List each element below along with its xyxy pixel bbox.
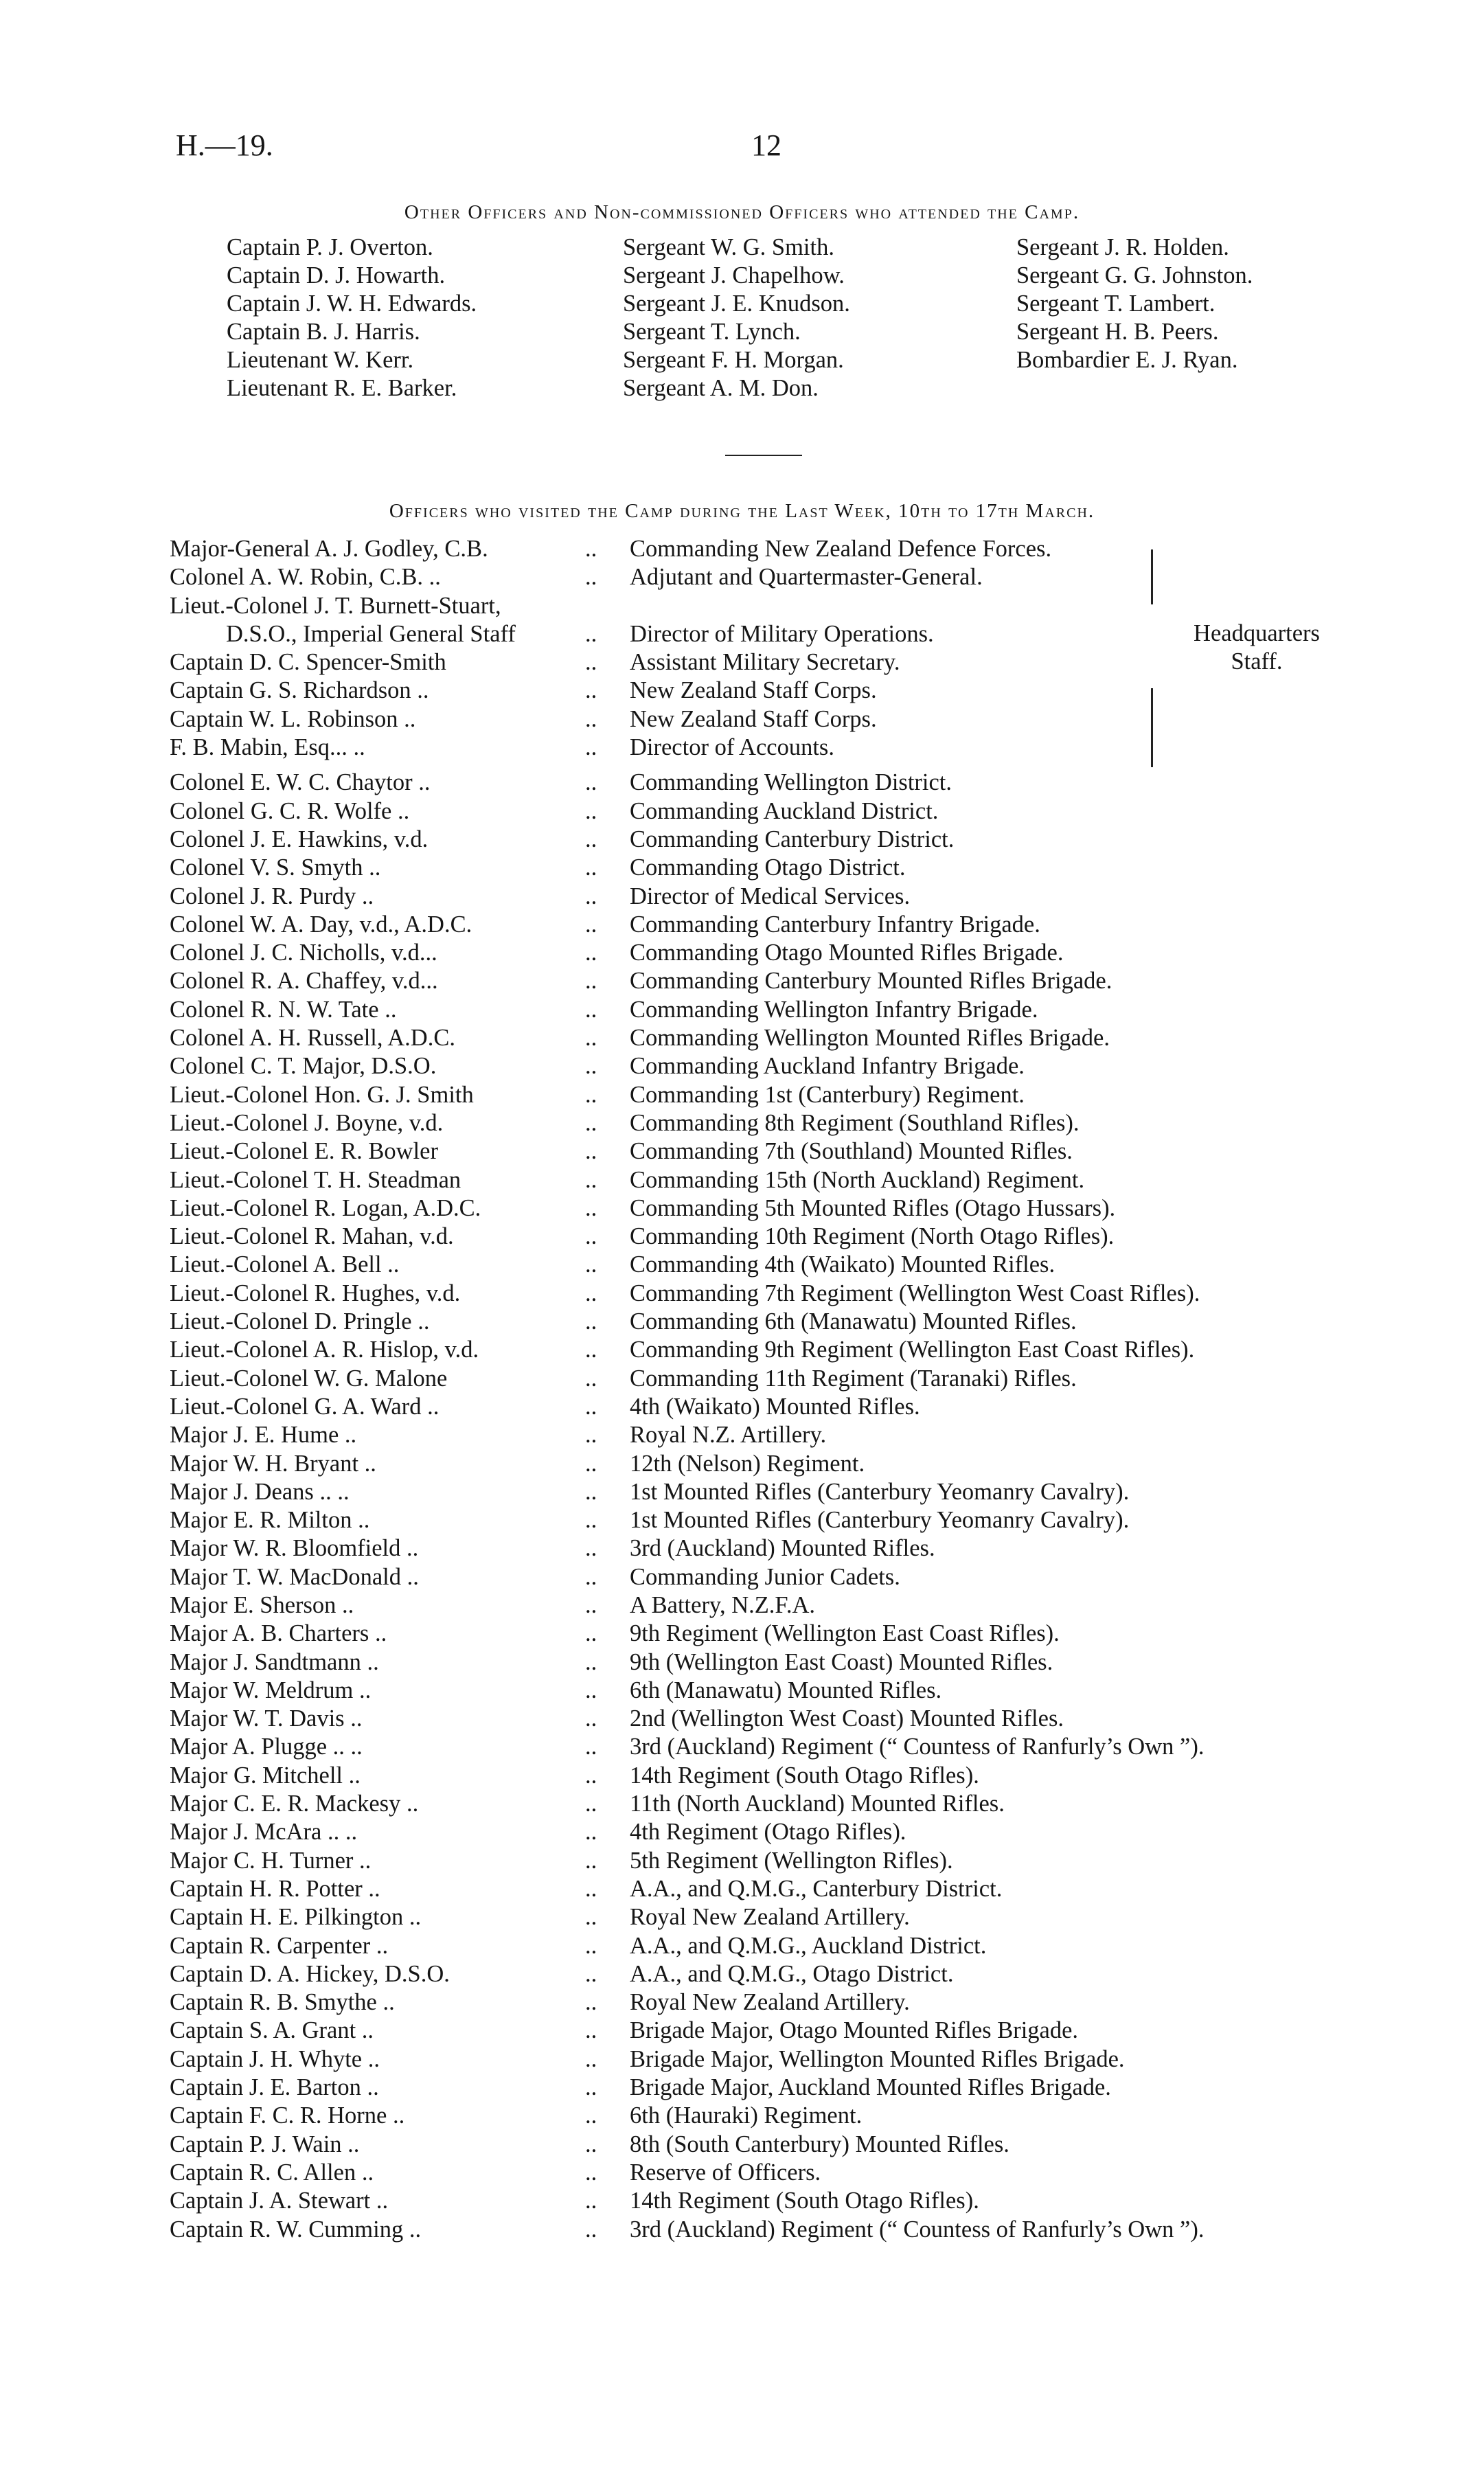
leader-dots: .. bbox=[585, 769, 597, 796]
officer-row bbox=[170, 593, 1351, 621]
officer-appointment: A.A., and Q.M.G., Canterbury District. bbox=[630, 1875, 1003, 1902]
leader-dots: .. bbox=[585, 1450, 597, 1477]
officer-row bbox=[170, 883, 1351, 911]
leader-dots: .. bbox=[585, 1337, 597, 1363]
officer-row bbox=[170, 798, 1351, 826]
officer-name: Major E. Sherson .. bbox=[170, 1591, 354, 1618]
officer-appointment: Commanding 5th Mounted Rifles (Otago Hussars). bbox=[630, 1194, 1116, 1221]
officer-name: Lieut.-Colonel D. Pringle .. bbox=[170, 1308, 430, 1335]
camp-attendee: Sergeant T. Lambert. bbox=[1016, 291, 1215, 317]
officer-appointment: Commanding 15th (North Auckland) Regiment. bbox=[630, 1166, 1085, 1193]
officer-appointment: 4th (Waikato) Mounted Rifles. bbox=[630, 1393, 920, 1420]
officer-row bbox=[170, 2046, 1351, 2074]
leader-dots: .. bbox=[585, 1705, 597, 1732]
officer-row bbox=[170, 2159, 1351, 2188]
officer-name: Major W. R. Bloomfield .. bbox=[170, 1535, 419, 1562]
officer-row bbox=[170, 1705, 1351, 1734]
leader-dots: .. bbox=[585, 1960, 597, 1987]
officer-name: Colonel A. H. Russell, A.D.C. bbox=[170, 1025, 455, 1052]
officer-appointment: Commanding 1st (Canterbury) Regiment. bbox=[630, 1081, 1025, 1108]
leader-dots: .. bbox=[585, 1734, 597, 1760]
officer-row bbox=[170, 1791, 1351, 1819]
headquarters-staff-group bbox=[170, 536, 1351, 762]
officer-row bbox=[170, 1620, 1351, 1648]
officer-row bbox=[170, 1677, 1351, 1705]
officer-row bbox=[170, 1819, 1351, 1847]
visit-section-title: Officers who visited the Camp during the Last Week, 10th to 17th March. bbox=[389, 500, 1095, 522]
leader-dots: .. bbox=[585, 1648, 597, 1675]
officer-appointment: Director of Military Operations. bbox=[630, 620, 934, 647]
camp-attendee: Sergeant F. H. Morgan. bbox=[623, 347, 844, 373]
officer-row bbox=[170, 769, 1351, 797]
officer-row bbox=[170, 1422, 1351, 1450]
officer-row bbox=[170, 1451, 1351, 1479]
officer-appointment: New Zealand Staff Corps. bbox=[630, 705, 877, 732]
leader-dots: .. bbox=[585, 649, 597, 676]
officer-name: Captain P. J. Wain .. bbox=[170, 2131, 360, 2157]
leader-dots: .. bbox=[585, 940, 597, 966]
officer-row bbox=[170, 1592, 1351, 1620]
leader-dots: .. bbox=[585, 2074, 597, 2101]
officer-appointment: Royal New Zealand Artillery. bbox=[630, 1989, 910, 2016]
officer-appointment: Adjutant and Quartermaster-General. bbox=[630, 564, 983, 591]
leader-dots: .. bbox=[585, 1109, 597, 1136]
officer-row bbox=[170, 1110, 1351, 1138]
leader-dots: .. bbox=[585, 1280, 597, 1306]
leader-dots: .. bbox=[585, 2188, 597, 2214]
officer-row bbox=[170, 1989, 1351, 2017]
officer-name: Captain G. S. Richardson .. bbox=[170, 677, 429, 704]
leader-dots: .. bbox=[585, 1847, 597, 1874]
officer-name: Captain D. C. Spencer-Smith bbox=[170, 649, 446, 676]
camp-attendee: Captain D. J. Howarth. bbox=[227, 262, 446, 288]
camp-attendee: Sergeant J. E. Knudson. bbox=[623, 291, 850, 317]
officer-row bbox=[170, 1337, 1351, 1365]
leader-dots: .. bbox=[585, 968, 597, 995]
headquarters-staff-label: Headquarters Staff. bbox=[1194, 620, 1320, 674]
officer-name: Major W. H. Bryant .. bbox=[170, 1450, 376, 1477]
officer-appointment: Commanding Otago Mounted Rifles Brigade. bbox=[630, 940, 1064, 966]
officer-name: Captain D. A. Hickey, D.S.O. bbox=[170, 1960, 450, 1987]
officer-name: Major A. Plugge .. .. bbox=[170, 1734, 363, 1760]
leader-dots: .. bbox=[585, 1591, 597, 1618]
officer-name: Captain F. C. R. Horne .. bbox=[170, 2102, 405, 2129]
officer-name: Colonel C. T. Major, D.S.O. bbox=[170, 1053, 437, 1080]
officer-appointment: Commanding 9th Regiment (Wellington East Coast Rifles). bbox=[630, 1337, 1195, 1363]
camp-attendee: Captain P. J. Overton. bbox=[227, 234, 433, 260]
officer-row bbox=[170, 1138, 1351, 1166]
officer-name: Major G. Mitchell .. bbox=[170, 1762, 361, 1789]
leader-dots: .. bbox=[585, 1535, 597, 1562]
officer-appointment: Royal New Zealand Artillery. bbox=[630, 1904, 910, 1931]
officer-name: Captain H. E. Pilkington .. bbox=[170, 1904, 422, 1931]
officer-row bbox=[170, 1762, 1351, 1791]
officer-name: Lieut.-Colonel A. Bell .. bbox=[170, 1251, 400, 1278]
officer-name: Lieut.-Colonel R. Hughes, v.d. bbox=[170, 1280, 461, 1306]
officer-row bbox=[170, 1876, 1351, 1904]
officer-row bbox=[170, 1025, 1351, 1053]
officer-appointment: Brigade Major, Wellington Mounted Rifles Brigade. bbox=[630, 2045, 1125, 2072]
officer-row bbox=[170, 1195, 1351, 1223]
leader-dots: .. bbox=[585, 1308, 597, 1335]
document-reference: H.—19. bbox=[176, 128, 273, 162]
leader-dots: .. bbox=[585, 1422, 597, 1449]
officer-name: Major E. R. Milton .. bbox=[170, 1507, 370, 1534]
officer-name: Colonel A. W. Robin, C.B. .. bbox=[170, 564, 441, 591]
officer-row bbox=[170, 1933, 1351, 1961]
officer-appointment: 6th (Hauraki) Regiment. bbox=[630, 2102, 863, 2129]
officer-name: Lieut.-Colonel A. R. Hislop, v.d. bbox=[170, 1337, 479, 1363]
officer-row bbox=[170, 564, 1351, 592]
officer-row bbox=[170, 1053, 1351, 1081]
leader-dots: .. bbox=[585, 1081, 597, 1108]
officer-appointment: 8th (South Canterbury) Mounted Rifles. bbox=[630, 2131, 1009, 2157]
officer-row bbox=[170, 1251, 1351, 1280]
leader-dots: .. bbox=[585, 1053, 597, 1080]
officer-appointment: Commanding Wellington Infantry Brigade. bbox=[630, 996, 1038, 1023]
officer-name: Lieut.-Colonel Hon. G. J. Smith bbox=[170, 1081, 474, 1108]
officer-appointment: Commanding 10th Regiment (North Otago Rifles). bbox=[630, 1223, 1115, 1250]
officer-name: Lieut.-Colonel J. T. Burnett-Stuart, bbox=[170, 592, 501, 619]
leader-dots: .. bbox=[585, 854, 597, 881]
leader-dots: .. bbox=[585, 797, 597, 824]
officer-appointment: Royal N.Z. Artillery. bbox=[630, 1422, 827, 1449]
officer-appointment: Commanding Wellington District. bbox=[630, 769, 952, 796]
officer-row bbox=[170, 1082, 1351, 1110]
officer-row bbox=[170, 854, 1351, 883]
officer-appointment: Commanding 7th Regiment (Wellington West Coast Rifles). bbox=[630, 1280, 1200, 1306]
officer-appointment: Brigade Major, Otago Mounted Rifles Brigade. bbox=[630, 2017, 1079, 2044]
officer-row bbox=[170, 1507, 1351, 1535]
leader-dots: .. bbox=[585, 1791, 597, 1817]
leader-dots: .. bbox=[585, 1875, 597, 1902]
officer-appointment: Assistant Military Secretary. bbox=[630, 649, 900, 676]
officer-row bbox=[170, 997, 1351, 1025]
officer-name: Colonel G. C. R. Wolfe .. bbox=[170, 797, 410, 824]
officer-name: Colonel J. C. Nicholls, v.d... bbox=[170, 940, 437, 966]
officer-appointment: 3rd (Auckland) Regiment (“ Countess of Ranfurly’s Own ”). bbox=[630, 1734, 1205, 1760]
officer-appointment: A Battery, N.Z.F.A. bbox=[630, 1591, 816, 1618]
camp-attendee: Sergeant G. G. Johnston. bbox=[1016, 262, 1253, 288]
officer-name: Colonel E. W. C. Chaytor .. bbox=[170, 769, 431, 796]
officer-row bbox=[170, 1223, 1351, 1251]
officer-appointment: Commanding Junior Cadets. bbox=[630, 1563, 900, 1590]
officer-appointment: Commanding Canterbury Infantry Brigade. bbox=[630, 911, 1040, 938]
leader-dots: .. bbox=[585, 1138, 597, 1165]
officer-appointment: 14th Regiment (South Otago Rifles). bbox=[630, 2188, 979, 2214]
officer-row bbox=[170, 826, 1351, 854]
officer-appointment: 11th (North Auckland) Mounted Rifles. bbox=[630, 1791, 1005, 1817]
officer-name: Major C. H. Turner .. bbox=[170, 1847, 372, 1874]
officer-name: Lieut.-Colonel G. A. Ward .. bbox=[170, 1393, 440, 1420]
officer-appointment: 6th (Manawatu) Mounted Rifles. bbox=[630, 1677, 942, 1703]
officer-name: Lieut.-Colonel W. G. Malone bbox=[170, 1365, 448, 1392]
camp-attendee: Captain J. W. H. Edwards. bbox=[227, 291, 477, 317]
officer-appointment: Commanding 4th (Waikato) Mounted Rifles. bbox=[630, 1251, 1055, 1278]
officer-name: Colonel J. R. Purdy .. bbox=[170, 883, 374, 909]
leader-dots: .. bbox=[585, 1251, 597, 1278]
officer-appointment: 3rd (Auckland) Regiment (“ Countess of Ranfurly’s Own ”). bbox=[630, 2216, 1205, 2243]
camp-attendee: Sergeant W. G. Smith. bbox=[623, 234, 834, 260]
leader-dots: .. bbox=[585, 2216, 597, 2243]
visiting-officers-list bbox=[170, 536, 1351, 2245]
camp-attendee: Lieutenant W. Kerr. bbox=[227, 347, 414, 373]
officer-name: Captain R. Carpenter .. bbox=[170, 1932, 389, 1959]
officer-appointment: Commanding Wellington Mounted Rifles Brigade. bbox=[630, 1025, 1110, 1052]
officer-row bbox=[170, 1167, 1351, 1195]
officer-name: Lieut.-Colonel R. Logan, A.D.C. bbox=[170, 1194, 481, 1221]
camp-sergeants-column-2 bbox=[1016, 234, 1253, 374]
leader-dots: .. bbox=[585, 734, 597, 761]
leader-dots: .. bbox=[585, 883, 597, 909]
officer-name: Captain R. C. Allen .. bbox=[170, 2159, 374, 2186]
officer-appointment: Commanding Otago District. bbox=[630, 854, 906, 881]
officer-appointment: Commanding 7th (Southland) Mounted Rifles. bbox=[630, 1138, 1073, 1165]
officer-appointment: 9th (Wellington East Coast) Mounted Rifles. bbox=[630, 1648, 1053, 1675]
officer-row bbox=[170, 940, 1351, 968]
officer-appointment: A.A., and Q.M.G., Auckland District. bbox=[630, 1932, 987, 1959]
officer-row bbox=[170, 2017, 1351, 2045]
officer-name: Captain H. R. Potter .. bbox=[170, 1875, 380, 1902]
camp-attendee: Bombardier E. J. Ryan. bbox=[1016, 347, 1238, 373]
officer-appointment: Commanding New Zealand Defence Forces. bbox=[630, 536, 1052, 562]
officer-row bbox=[170, 1280, 1351, 1308]
camp-attendee: Sergeant J. Chapelhow. bbox=[623, 262, 845, 288]
officer-row bbox=[170, 677, 1351, 705]
leader-dots: .. bbox=[585, 911, 597, 938]
officer-name: Major J. Sandtmann .. bbox=[170, 1648, 379, 1675]
officer-row bbox=[170, 1734, 1351, 1762]
leader-dots: .. bbox=[585, 1393, 597, 1420]
leader-dots: .. bbox=[585, 1365, 597, 1392]
officer-row bbox=[170, 1535, 1351, 1563]
leader-dots: .. bbox=[585, 1507, 597, 1534]
officer-row bbox=[170, 649, 1351, 677]
page-number: 12 bbox=[751, 128, 781, 162]
officer-name: Captain J. A. Stewart .. bbox=[170, 2188, 389, 2214]
officer-name: Colonel V. S. Smyth .. bbox=[170, 854, 381, 881]
camp-officers-column bbox=[227, 234, 477, 402]
leader-dots: .. bbox=[585, 1025, 597, 1052]
leader-dots: .. bbox=[585, 2131, 597, 2157]
officer-row bbox=[170, 1848, 1351, 1876]
officer-row bbox=[170, 2188, 1351, 2216]
district-officers-group bbox=[170, 769, 1351, 2244]
camp-attendee: Sergeant H. B. Peers. bbox=[1016, 319, 1219, 345]
leader-dots: .. bbox=[585, 620, 597, 647]
officer-row bbox=[170, 706, 1351, 734]
camp-attendee: Captain B. J. Harris. bbox=[227, 319, 420, 345]
officer-name: Colonel W. A. Day, v.d., A.D.C. bbox=[170, 911, 472, 938]
leader-dots: .. bbox=[585, 705, 597, 732]
officer-name: Major J. Deans .. .. bbox=[170, 1478, 350, 1505]
officer-name: Colonel R. A. Chaffey, v.d... bbox=[170, 968, 438, 995]
officer-appointment: 1st Mounted Rifles (Canterbury Yeomanry Cavalry). bbox=[630, 1507, 1130, 1534]
leader-dots: .. bbox=[585, 2045, 597, 2072]
officer-row bbox=[170, 2131, 1351, 2159]
officer-row bbox=[170, 536, 1351, 564]
officer-appointment: Commanding Canterbury District. bbox=[630, 826, 955, 852]
officer-row bbox=[170, 1564, 1351, 1592]
officer-appointment: Reserve of Officers. bbox=[630, 2159, 821, 2186]
camp-section-title: Other Officers and Non-commissioned Officers who attended the Camp. bbox=[404, 201, 1080, 223]
officer-row bbox=[170, 1365, 1351, 1394]
officer-row bbox=[170, 1961, 1351, 1989]
officer-appointment: Director of Accounts. bbox=[630, 734, 834, 761]
leader-dots: .. bbox=[585, 1194, 597, 1221]
officer-appointment: Brigade Major, Auckland Mounted Rifles Brigade. bbox=[630, 2074, 1111, 2101]
officer-name: Lieut.-Colonel R. Mahan, v.d. bbox=[170, 1223, 454, 1250]
officer-name: Colonel R. N. W. Tate .. bbox=[170, 996, 397, 1023]
camp-attendee: Sergeant A. M. Don. bbox=[623, 375, 819, 401]
officer-row bbox=[170, 911, 1351, 940]
leader-dots: .. bbox=[585, 1989, 597, 2016]
officer-name: Major C. E. R. Mackesy .. bbox=[170, 1791, 419, 1817]
leader-dots: .. bbox=[585, 826, 597, 852]
leader-dots: .. bbox=[585, 1932, 597, 1959]
officer-name: Captain R. W. Cumming .. bbox=[170, 2216, 422, 2243]
officer-name: Lieut.-Colonel E. R. Bowler bbox=[170, 1138, 438, 1165]
officer-name: Captain S. A. Grant .. bbox=[170, 2017, 374, 2044]
officer-name: Captain J. H. Whyte .. bbox=[170, 2045, 380, 2072]
leader-dots: .. bbox=[585, 1620, 597, 1647]
officer-row bbox=[170, 2074, 1351, 2102]
officer-name: Major A. B. Charters .. bbox=[170, 1620, 387, 1647]
officer-name: Major W. T. Davis .. bbox=[170, 1705, 363, 1732]
officer-appointment: 5th Regiment (Wellington Rifles). bbox=[630, 1847, 953, 1874]
officer-name: F. B. Mabin, Esq... .. bbox=[170, 734, 365, 761]
officer-appointment: Commanding Auckland District. bbox=[630, 797, 939, 824]
leader-dots: .. bbox=[585, 2102, 597, 2129]
officer-row bbox=[170, 1904, 1351, 1932]
officer-appointment: Director of Medical Services. bbox=[630, 883, 911, 909]
officer-appointment: 3rd (Auckland) Mounted Rifles. bbox=[630, 1535, 935, 1562]
leader-dots: .. bbox=[585, 1478, 597, 1505]
officer-name: Major J. E. Hume .. bbox=[170, 1422, 357, 1449]
leader-dots: .. bbox=[585, 1762, 597, 1789]
officer-row bbox=[170, 1649, 1351, 1677]
officer-appointment: Commanding 8th Regiment (Southland Rifles). bbox=[630, 1109, 1080, 1136]
section-divider bbox=[725, 455, 802, 456]
officer-row bbox=[170, 1394, 1351, 1422]
officer-appointment: A.A., and Q.M.G., Otago District. bbox=[630, 1960, 954, 1987]
officer-name: Captain J. E. Barton .. bbox=[170, 2074, 379, 2101]
officer-name: D.S.O., Imperial General Staff bbox=[226, 620, 516, 647]
leader-dots: .. bbox=[585, 564, 597, 591]
camp-attendee: Lieutenant R. E. Barker. bbox=[227, 375, 457, 401]
officer-appointment: 9th Regiment (Wellington East Coast Rifles). bbox=[630, 1620, 1060, 1647]
officer-appointment: 12th (Nelson) Regiment. bbox=[630, 1450, 865, 1477]
officer-name: Colonel J. E. Hawkins, v.d. bbox=[170, 826, 429, 852]
camp-attendee: Sergeant J. R. Holden. bbox=[1016, 234, 1229, 260]
officer-row bbox=[170, 968, 1351, 996]
leader-dots: .. bbox=[585, 1166, 597, 1193]
leader-dots: .. bbox=[585, 1819, 597, 1846]
leader-dots: .. bbox=[585, 996, 597, 1023]
officer-appointment: 1st Mounted Rifles (Canterbury Yeomanry Cavalry). bbox=[630, 1478, 1130, 1505]
leader-dots: .. bbox=[585, 677, 597, 704]
officer-name: Lieut.-Colonel T. H. Steadman bbox=[170, 1166, 461, 1193]
officer-row bbox=[170, 621, 1351, 649]
officer-name: Major W. Meldrum .. bbox=[170, 1677, 372, 1703]
officer-appointment: Commanding Auckland Infantry Brigade. bbox=[630, 1053, 1025, 1080]
officer-name: Lieut.-Colonel J. Boyne, v.d. bbox=[170, 1109, 444, 1136]
officer-row bbox=[170, 1308, 1351, 1337]
camp-attendee: Sergeant T. Lynch. bbox=[623, 319, 801, 345]
officer-appointment: 2nd (Wellington West Coast) Mounted Rifles. bbox=[630, 1705, 1064, 1732]
camp-sergeants-column bbox=[623, 234, 850, 402]
officer-appointment: 4th Regiment (Otago Rifles). bbox=[630, 1819, 906, 1846]
officer-appointment: Commanding Canterbury Mounted Rifles Brigade. bbox=[630, 968, 1112, 995]
leader-dots: .. bbox=[585, 1677, 597, 1703]
officer-name: Major T. W. MacDonald .. bbox=[170, 1563, 419, 1590]
leader-dots: .. bbox=[585, 1223, 597, 1250]
officer-name: Captain R. B. Smythe .. bbox=[170, 1989, 395, 2016]
officer-row bbox=[170, 734, 1351, 762]
officer-row bbox=[170, 2102, 1351, 2131]
officer-appointment: Commanding 6th (Manawatu) Mounted Rifles. bbox=[630, 1308, 1077, 1335]
officer-row bbox=[170, 2216, 1351, 2245]
officer-row bbox=[170, 1479, 1351, 1507]
officer-name: Major J. McAra .. .. bbox=[170, 1819, 358, 1846]
officer-name: Captain W. L. Robinson .. bbox=[170, 705, 416, 732]
leader-dots: .. bbox=[585, 536, 597, 562]
officer-name: Major-General A. J. Godley, C.B. bbox=[170, 536, 488, 562]
leader-dots: .. bbox=[585, 2159, 597, 2186]
leader-dots: .. bbox=[585, 1904, 597, 1931]
officer-appointment: 14th Regiment (South Otago Rifles). bbox=[630, 1762, 979, 1789]
officer-appointment: New Zealand Staff Corps. bbox=[630, 677, 877, 704]
leader-dots: .. bbox=[585, 2017, 597, 2044]
officer-appointment: Commanding 11th Regiment (Taranaki) Rifles. bbox=[630, 1365, 1077, 1392]
leader-dots: .. bbox=[585, 1563, 597, 1590]
